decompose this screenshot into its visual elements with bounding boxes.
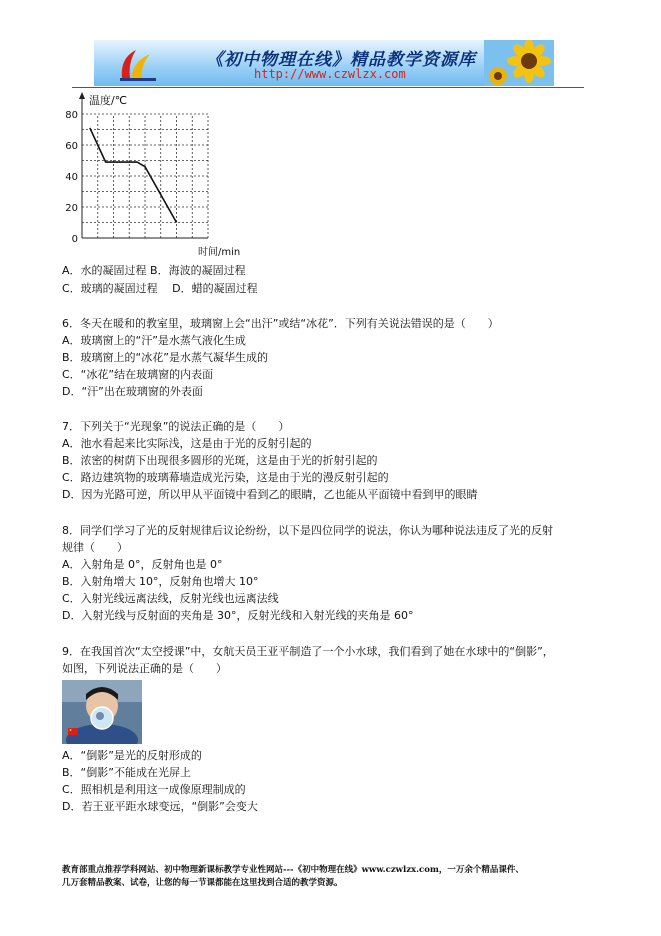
chart-grid	[82, 114, 208, 238]
water-ball-photo	[62, 680, 142, 744]
header-rule	[72, 87, 584, 88]
y-tick-label: 40	[65, 172, 78, 183]
q9-option-b: B．“倒影”不能成在光屏上	[62, 766, 191, 779]
y-axis-label: 温度/℃	[89, 94, 128, 107]
x-axis-label: 时间/min	[198, 247, 241, 258]
banner-url[interactable]: http://www.czwlzx.com	[254, 67, 406, 81]
q8-option-a: A．入射角是 0°，反射角也是 0°	[62, 558, 223, 571]
q7-option-d: D．因为光路可逆，所以甲从平面镜中看到乙的眼睛，乙也能从平面镜中看到甲的眼睛	[62, 488, 478, 501]
q8-option-c: C．入射光线远离法线，反射光线也远离法线	[62, 592, 279, 605]
q9-option-a: A．“倒影”是光的反射形成的	[62, 749, 202, 762]
y-axis-arrow	[79, 92, 85, 99]
sunflower-image	[484, 40, 554, 86]
temperature-time-chart	[58, 90, 258, 262]
q9-option-d: D．若王亚平距水球变远，“倒影”会变大	[62, 800, 258, 813]
q5-option-cd: C．玻璃的凝固过程 D．蜡的凝固过程	[62, 282, 258, 295]
q6-option-b: B．玻璃窗上的“冰花”是水蒸气凝华生成的	[62, 351, 268, 364]
q7-option-c: C．路边建筑物的玻璃幕墙造成光污染，这是由于光的漫反射引起的	[62, 471, 389, 484]
q6-option-d: D．“汗”出在玻璃窗的外表面	[62, 385, 203, 398]
page-footer	[62, 864, 602, 890]
y-tick-label: 0	[71, 234, 78, 245]
header-banner	[94, 40, 554, 86]
q8-stem-line2: 规律（ ）	[62, 541, 128, 554]
q7-option-a: A．池水看起来比实际浅，这是由于光的反射引起的	[62, 437, 312, 450]
temperature-curve	[90, 128, 177, 223]
y-tick-label: 60	[65, 141, 78, 152]
footer-line-2: 几万套精品教案、试卷，让您的每一节课都能在这里找到合适的教学资源。	[62, 878, 343, 888]
q8-stem-line1: 8．同学们学习了光的反射规律后议论纷纷，以下是四位同学的说法，你认为哪种说法违反了光的反射	[62, 524, 553, 537]
q9-option-c: C．照相机是利用这一成像原理制成的	[62, 783, 246, 796]
q7-stem: 7．下列关于“光现象”的说法正确的是（ ）	[62, 420, 290, 433]
q7-option-b: B．浓密的树荫下出现很多圆形的光斑，这是由于光的折射引起的	[62, 454, 378, 467]
y-tick-label: 20	[65, 203, 78, 214]
q9-stem-line1: 9．在我国首次“太空授课”中，女航天员王亚平制造了一个小水球，我们看到了她在水球中的“倒影”，	[62, 645, 554, 658]
q8-option-d: D．入射光线与反射面的夹角是 30°，反射光线和入射光线的夹角是 60°	[62, 609, 414, 622]
q6-option-a: A．玻璃窗上的“汗”是水蒸气液化生成	[62, 334, 246, 347]
q5-option-ab: A．水的凝固过程 B．海波的凝固过程	[62, 264, 246, 277]
q8-option-b: B．入射角增大 10°，反射角也增大 10°	[62, 575, 259, 588]
y-tick-labels	[65, 110, 78, 245]
q9-stem-line2: 如图，下列说法正确的是（ ）	[62, 662, 227, 675]
q6-option-c: C．“冰花”结在玻璃窗的内表面	[62, 368, 214, 381]
footer-line-1: 教育部重点推荐学科网站、初中物理新课标教学专业性网站---《初中物理在线》www.czwlzx.com，一万余个精品课件、	[62, 865, 524, 875]
site-logo	[116, 44, 160, 82]
y-tick-label: 80	[65, 110, 78, 121]
banner-title: 《初中物理在线》精品教学资源库	[206, 50, 476, 70]
q6-stem: 6．冬天在暖和的教室里，玻璃窗上会“出汗”或结“冰花”．下列有关说法错误的是（ ）	[62, 317, 499, 330]
